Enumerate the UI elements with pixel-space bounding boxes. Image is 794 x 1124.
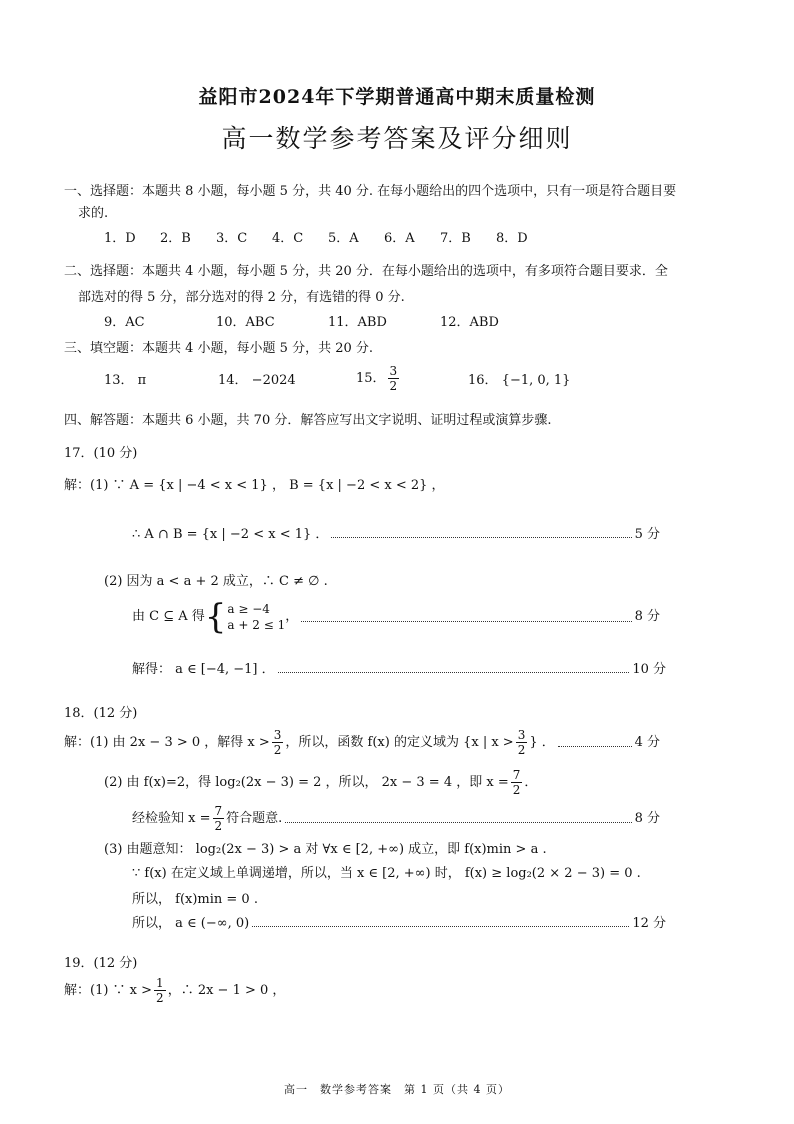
q18-line5: ∵ f(x) 在定义域上单调递增，所以，当 x ∈ [2, +∞) 时， f(x) ≥ log₂(2 × 2 − 3) = 0 .	[132, 866, 641, 881]
answer-1: 1．D	[104, 231, 136, 246]
q19-title: 19．(12 分)	[64, 956, 138, 971]
q17-line1: 解：(1) ∵ A = {x | −4 < x < 1} ， B = {x | −2 < x < 2} ，	[64, 478, 445, 493]
answer-8: 8．D	[496, 231, 528, 246]
answer-15	[356, 364, 401, 394]
q18-fraction-d: $\frac{7}{2}$	[214, 804, 223, 833]
q18-line6: 所以， f(x)min = 0 .	[132, 892, 258, 907]
q17-line2-score: 5 分	[634, 527, 660, 542]
section4-heading: 四、解答题：本题共 6 小题，共 70 分．解答应写出文字说明、证明过程或演算步骤.	[64, 413, 552, 428]
answer-13: 13． π	[104, 373, 147, 388]
q18-line2-text-b: ．	[524, 774, 538, 790]
q17-system-line1: a ≥ −4	[227, 602, 270, 616]
section3-heading: 三、填空题：本题共 4 小题，每小题 5 分，共 20 分.	[64, 341, 374, 356]
q18-fraction-c: $\frac{7}{2}$	[512, 768, 521, 797]
answer-2: 2．B	[160, 231, 191, 246]
answer-16: 16． {−1, 0, 1}	[468, 373, 571, 388]
q18-line7-score: 12 分	[632, 916, 666, 931]
section1-answers	[104, 231, 528, 247]
section2-heading-line1: 二、选择题：本题共 4 小题，每小题 5 分，共 20 分．在每小题给出的选项中，有多项符合题目要求．全	[64, 264, 668, 279]
q18-line3-text-a: 经检验知 x =	[132, 810, 211, 826]
answer-4: 4．C	[272, 231, 304, 246]
q18-line4: (3) 由题意知： log₂(2x − 3) > a 对 ∀x ∈ [2, +∞) 成立，即 f(x)min > a .	[104, 842, 547, 857]
q18-line1-score: 4 分	[634, 734, 660, 750]
q18-line1-text-a: 解：(1) 由 2x − 3 > 0 ，解得 x >	[64, 734, 270, 750]
section2-answers	[104, 315, 499, 331]
q19-line1-text-a: 解：(1) ∵ x >	[64, 982, 153, 998]
section1-heading-line2: 求的.	[78, 206, 109, 221]
q17-line4: 由 C ⊆ A 得 { a ≥ −4 a + 2 ≤ 1 ， 8 分	[132, 597, 660, 637]
q18-line7-text: 所以， a ∈ (−∞, 0)	[132, 916, 250, 931]
q17-line5-text: 解得： a ∈ [−4, −1] ．	[132, 662, 275, 677]
q19-fraction: $\frac{1}{2}$	[156, 976, 164, 1005]
answer-14: 14． −2024	[218, 373, 296, 388]
answer-5: 5．A	[328, 231, 359, 246]
q18-line2-text-a: (2) 由 f(x)=2，得 log₂(2x − 3) = 2 ，所以， 2x − 3 = 4 ，即 x =	[104, 774, 509, 790]
answer-10: 10．ABC	[216, 315, 275, 330]
section1-heading-line1: 一、选择题：本题共 8 小题，每小题 5 分，共 40 分. 在每小题给出的四个选项中，只有一项是符合题目要	[64, 184, 677, 199]
q19-line1-text-b: ，∴ 2x − 1 > 0 ，	[167, 982, 286, 998]
q18-fraction-a: $\frac{3}{2}$	[273, 728, 282, 757]
q18-line1-text-c: } ．	[529, 734, 555, 750]
q17-title: 17．(10 分)	[64, 446, 138, 461]
q18-line3	[132, 804, 660, 833]
section2-heading-line2: 部选对的得 5 分，部分选对的得 2 分，有选错的得 0 分.	[78, 290, 405, 305]
answer-9: 9．AC	[104, 315, 145, 330]
q18-line2	[104, 768, 537, 797]
q18-line1	[64, 728, 660, 757]
q17-line4-score: 8 分	[634, 609, 660, 624]
q17-system-line2: a + 2 ≤ 1	[227, 618, 286, 632]
answer-7: 7．B	[440, 231, 471, 246]
answer-3: 3．C	[216, 231, 248, 246]
q18-line3-text-b: 符合题意.	[226, 810, 283, 826]
answer-11: 11．ABD	[328, 315, 387, 330]
q18-fraction-b: $\frac{3}{2}$	[517, 728, 526, 757]
q19-line1	[64, 976, 285, 1005]
answer-12: 12．ABD	[440, 315, 499, 330]
answer-15-fraction: $\frac{3}{2}$	[389, 364, 398, 393]
q18-title: 18．(12 分)	[64, 706, 138, 721]
answer-15-label: 15．	[356, 371, 386, 386]
q17-line2-text: ∴ A ∩ B = {x | −2 < x < 1} ．	[132, 527, 329, 542]
page-subtitle: 高一数学参考答案及评分细则	[221, 124, 573, 153]
q17-line2	[132, 527, 660, 543]
q17-line5-score: 10 分	[632, 662, 666, 677]
answer-6: 6．A	[384, 231, 415, 246]
q18-line7	[132, 916, 666, 932]
q17-line3: (2) 因为 a < a + 2 成立，∴ C ≠ ∅ .	[104, 574, 328, 589]
q17-line5	[132, 662, 666, 678]
q17-line4-text: 由 C ⊆ A 得	[132, 609, 205, 624]
q18-line1-text-b: ，所以，函数 f(x) 的定义域为 {x | x >	[285, 734, 514, 750]
q18-line3-score: 8 分	[634, 810, 660, 826]
page-footer: 高一 数学参考答案 第 1 页（共 4 页）	[284, 1083, 510, 1096]
page-title: 益阳市2024年下学期普通高中期末质量检测	[198, 86, 596, 108]
